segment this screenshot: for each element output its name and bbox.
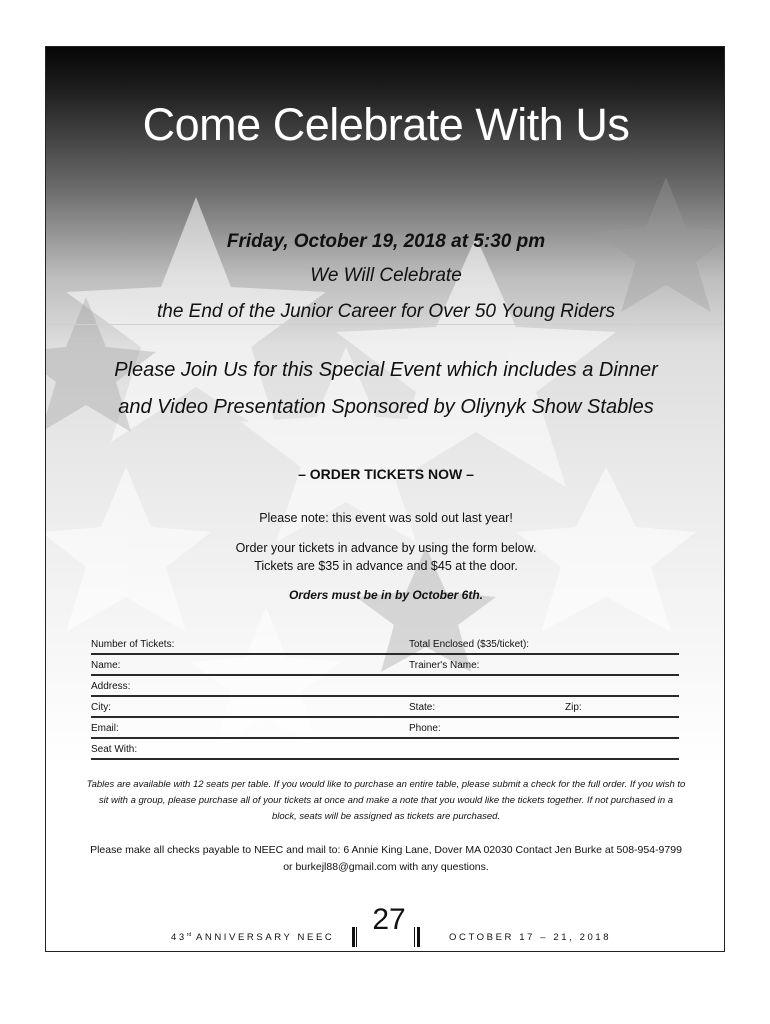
name-label: Name:	[91, 660, 121, 671]
form-row[interactable]	[91, 698, 679, 718]
advance-note: Order your tickets in advance by using the form below.	[235, 541, 537, 555]
flyer-page	[45, 46, 725, 952]
trainers-name-label: Trainer's Name:	[409, 660, 480, 671]
form-row[interactable]	[91, 635, 679, 655]
total-enclosed-label: Total Enclosed ($35/ticket):	[409, 639, 530, 650]
zip-label: Zip:	[565, 702, 582, 713]
anniversary-text: ANNIVERSARY NEEC	[195, 932, 335, 944]
page-title: Come Celebrate With Us	[142, 99, 630, 150]
flyer-content	[46, 47, 725, 952]
phone-label: Phone:	[409, 723, 441, 734]
celebrate-line-2: the End of the Junior Career for Over 50 Young Riders	[156, 301, 616, 322]
order-heading: – ORDER TICKETS NOW –	[298, 466, 474, 482]
tables-info: Tables are available with 12 seats per table. If you would like to purchase an entire table, please submit a check for the full order. If you wish to sit with a group, please purchase all of your tickets at once and make a note that you would like the tickets together. If not purchased in a block, seats will be assigned as tickets are purchased.	[86, 779, 686, 822]
sold-out-note: Please note: this event was sold out last year!	[259, 511, 513, 525]
footer-divider	[414, 927, 415, 947]
deadline-note: Orders must be in by October 6th.	[288, 588, 484, 602]
footer-divider	[356, 927, 357, 947]
footer-divider	[417, 927, 420, 947]
checks-info: Please make all checks payable to NEEC and mail to: 6 Annie King Lane, Dover MA 02030 Contact Jen Burke at 508-954-9799 or burkejl88@gmail.com with any questions.	[90, 844, 682, 873]
address-label: Address:	[91, 681, 131, 692]
email-label: Email:	[91, 723, 119, 734]
anniversary-ordinal: rd	[186, 932, 192, 938]
footer-dates: OCTOBER 17 – 21, 2018	[449, 932, 612, 943]
anniversary-number: 43	[171, 932, 187, 944]
celebrate-line-1: We Will Celebrate	[310, 265, 462, 286]
form-row[interactable]	[91, 677, 679, 697]
city-label: City:	[91, 702, 111, 713]
prices-note: Tickets are $35 in advance and $45 at the door.	[254, 559, 518, 573]
seat-with-label: Seat With:	[91, 744, 138, 755]
footer-divider	[352, 927, 355, 947]
form-row[interactable]	[91, 656, 679, 676]
form-row[interactable]	[91, 719, 679, 739]
footer-anniversary	[171, 932, 334, 943]
state-label: State:	[409, 702, 436, 713]
order-form	[91, 635, 679, 761]
join-line-1: Please Join Us for this Special Event which includes a Dinner	[114, 359, 658, 381]
number-of-tickets-label: Number of Tickets:	[91, 639, 175, 650]
event-date: Friday, October 19, 2018 at 5:30 pm	[226, 231, 546, 252]
form-row[interactable]	[91, 740, 679, 760]
page-number: 27	[372, 903, 406, 936]
join-line-2: and Video Presentation Sponsored by Oliynyk Show Stables	[118, 396, 654, 418]
